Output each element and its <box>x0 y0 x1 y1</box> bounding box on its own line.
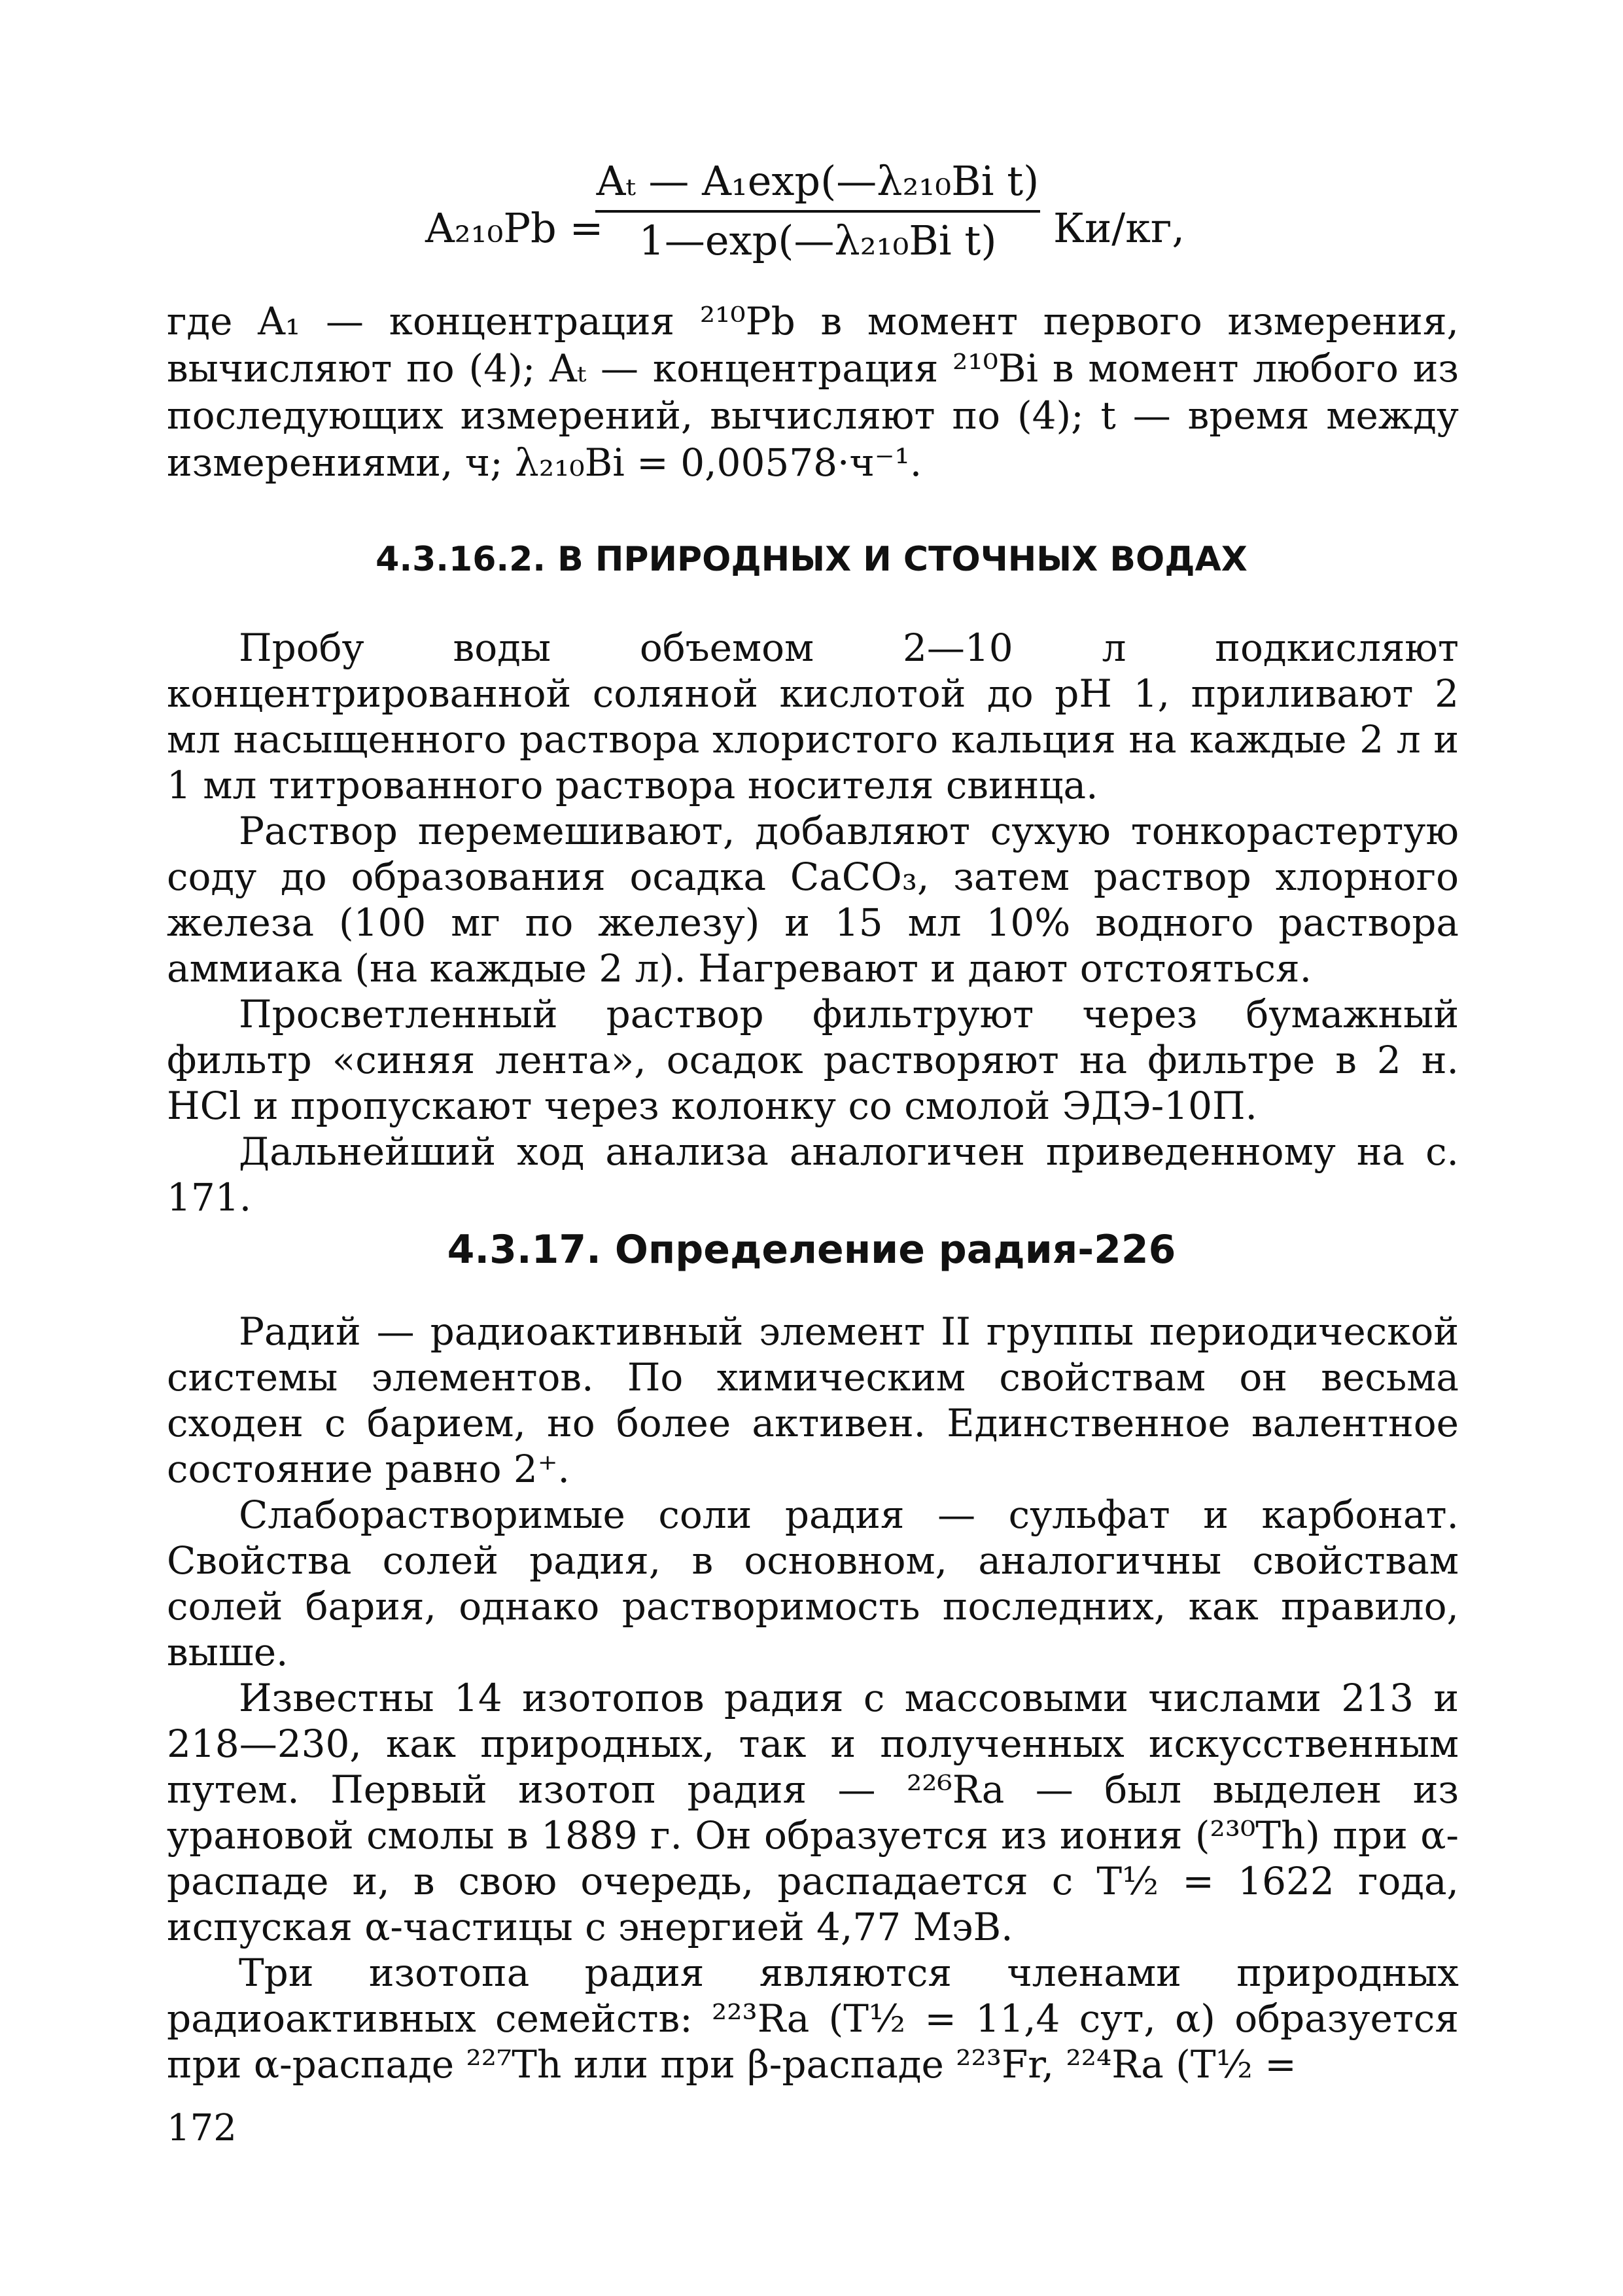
section-heading-radium: 4.3.17. Определение радия-226 <box>447 1227 1176 1273</box>
section-radium-body <box>167 1309 1459 2087</box>
paragraph: Известны 14 изотопов радия с массовыми числами 213 и 218—230, как природных, так и полученных искусственным путем. Первый изотоп радия — ²²⁶Ra — был выделен из урановой смолы в 1889 г. Он образуется из иония (²³⁰Th) при α-распаде и, в свою очередь, распадается с T½ = 1622 года, испуская α-частицы с энергией 4,77 МэВ. <box>167 1676 1459 1949</box>
formula-fraction <box>595 157 1040 264</box>
formula-numerator: Aₜ — A₁exp(—λ₂₁₀Bi t) <box>596 157 1039 205</box>
formula-lhs: A₂₁₀Pb = <box>425 204 604 252</box>
paragraph: Раствор перемешивают, добавляют сухую тонкорастертую соду до образования осадка CaCO₃, затем раствор хлорного железа (100 мг по железу) и 15 мл 10% водного раствора аммиака (на каждые 2 л). Нагревают и дают отстояться. <box>167 809 1459 991</box>
page-number: 172 <box>167 2107 237 2149</box>
paragraph: Слаборастворимые соли радия — сульфат и карбонат. Свойства солей радия, в основном, аналогичны свойствам солей бария, однако растворимость последних, как правило, выше. <box>167 1492 1459 1674</box>
section-heading-waters: 4.3.16.2. В ПРИРОДНЫХ И СТОЧНЫХ ВОДАХ <box>375 540 1248 579</box>
paragraph: Радий — радиоактивный элемент II группы периодической системы элементов. По химическим свойствам он весьма сходен с барием, но более активен. Единственное валентное состояние равно 2⁺. <box>167 1309 1459 1491</box>
formula-explanation: где A₁ — концентрация ²¹⁰Pb в момент первого измерения, вычисляют по (4); Aₜ — концентрация ²¹⁰Bi в момент любого из последующих измерений, вычисляют по (4); t — время между измерениями, ч; λ₂₁₀Bi = 0,00578·ч⁻¹. <box>167 299 1459 485</box>
activity-formula <box>425 157 1276 294</box>
paragraph: Просветленный раствор фильтруют через бумажный фильтр «синяя лента», осадок растворяют на фильтре в 2 н. HCl и пропускают через колонку со смолой ЭДЭ-10П. <box>167 992 1459 1128</box>
formula-unit: Ки/кг, <box>1053 204 1185 252</box>
paragraph: Пробу воды объемом 2—10 л подкисляют концентрированной соляной кислотой до pH 1, приливают 2 мл насыщенного раствора хлористого кальция на каждые 2 л и 1 мл титрованного раствора носителя свинца. <box>167 626 1459 807</box>
paragraph: Дальнейший ход анализа аналогичен приведенному на с. 171. <box>167 1129 1459 1220</box>
formula-denominator: 1—exp(—λ₂₁₀Bi t) <box>638 217 997 264</box>
paragraph: Три изотопа радия являются членами природных радиоактивных семейств: ²²³Ra (T½ = 11,4 сут, α) образуется при α-распаде ²²⁷Th или при β-распаде ²²³Fr, ²²⁴Ra (T½ = <box>167 1951 1459 2087</box>
section-waters-body <box>167 625 1459 1220</box>
